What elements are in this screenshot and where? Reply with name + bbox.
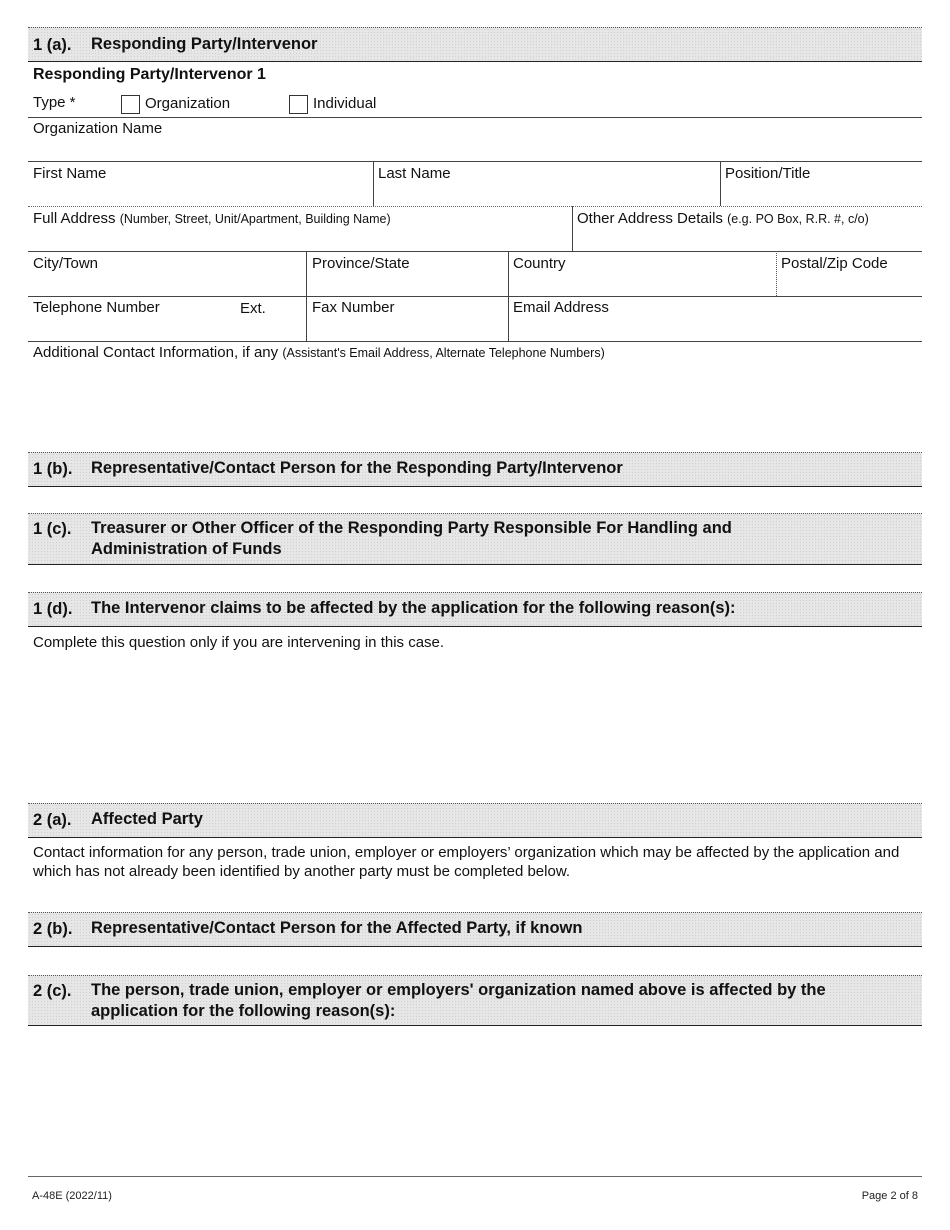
other-address-field[interactable] <box>577 210 869 227</box>
section-header-2b <box>28 912 922 947</box>
section-number: 1 (c). <box>33 520 72 538</box>
section-header-1c <box>28 513 922 565</box>
section-header-2c <box>28 975 922 1026</box>
province-field[interactable]: Province/State <box>312 255 410 272</box>
section-header-1b <box>28 452 922 487</box>
section-number: 1 (a). <box>33 36 72 54</box>
divider <box>28 296 922 297</box>
fax-field[interactable]: Fax Number <box>312 299 395 316</box>
city-field[interactable]: City/Town <box>33 255 99 272</box>
divider <box>28 161 922 162</box>
additional-contact-label: Additional Contact Information, if any <box>33 344 279 361</box>
email-field[interactable]: Email Address <box>513 299 609 316</box>
full-address-field[interactable] <box>33 210 391 227</box>
divider <box>720 161 721 206</box>
section-title: Representative/Contact Person for the Responding Party/Intervenor <box>91 459 623 477</box>
individual-checkbox[interactable] <box>289 95 308 114</box>
divider <box>28 206 922 207</box>
form-id: A-48E (2022/11) <box>32 1190 112 1202</box>
party-heading: Responding Party/Intervenor 1 <box>33 66 266 83</box>
section-number: 2 (c). <box>33 982 72 1000</box>
intervening-note: Complete this question only if you are intervening in this case. <box>33 634 445 651</box>
divider <box>28 341 922 342</box>
section-title: The Intervenor claims to be affected by the application for the following reason(s): <box>91 599 736 617</box>
affected-party-note: Contact information for any person, trade union, employer or employers’ organization which may be affected by the application and which has not already been identified by another party must be completed below. <box>33 844 900 880</box>
section-title: Representative/Contact Person for the Affected Party, if known <box>91 919 583 937</box>
divider <box>776 251 777 296</box>
position-title-field[interactable]: Position/Title <box>725 165 811 182</box>
section-title: Treasurer or Other Officer of the Responding Party Responsible For Handling and Administration of Funds <box>91 519 732 558</box>
divider <box>572 206 573 251</box>
section-header-2a <box>28 803 922 838</box>
divider <box>28 117 922 118</box>
divider <box>373 161 374 206</box>
type-label: Type * <box>33 94 76 111</box>
section-number: 1 (b). <box>33 460 73 478</box>
divider <box>28 251 922 252</box>
additional-contact-hint: (Assistant's Email Address, Alternate Telephone Numbers) <box>282 346 605 360</box>
last-name-field[interactable]: Last Name <box>378 165 451 182</box>
section-header-1d <box>28 592 922 627</box>
footer-divider <box>28 1176 922 1177</box>
page-number: Page 2 of 8 <box>861 1190 918 1202</box>
section-number: 1 (d). <box>33 600 73 618</box>
extension-field[interactable]: Ext. <box>240 300 266 317</box>
telephone-field[interactable]: Telephone Number <box>33 299 160 316</box>
individual-option-label: Individual <box>313 95 377 112</box>
organization-name-field[interactable]: Organization Name <box>33 120 163 137</box>
section-title: Responding Party/Intervenor <box>91 35 318 53</box>
full-address-label: Full Address <box>33 210 116 227</box>
section-number: 2 (b). <box>33 920 73 938</box>
additional-contact-field[interactable] <box>33 344 605 361</box>
section-header-1a <box>28 27 922 62</box>
section-title: The person, trade union, employer or employers' organization named above is affected by the application for the following reason(s): <box>91 981 826 1020</box>
other-address-label: Other Address Details <box>577 210 723 227</box>
full-address-hint: (Number, Street, Unit/Apartment, Building Name) <box>119 212 391 226</box>
organization-option-label: Organization <box>145 95 231 112</box>
country-field[interactable]: Country <box>513 255 566 272</box>
section-title: Affected Party <box>91 810 203 828</box>
section-number: 2 (a). <box>33 811 72 829</box>
other-address-hint: (e.g. PO Box, R.R. #, c/o) <box>727 212 869 226</box>
postal-code-field[interactable]: Postal/Zip Code <box>781 255 888 272</box>
organization-checkbox[interactable] <box>121 95 140 114</box>
first-name-field[interactable]: First Name <box>33 165 107 182</box>
